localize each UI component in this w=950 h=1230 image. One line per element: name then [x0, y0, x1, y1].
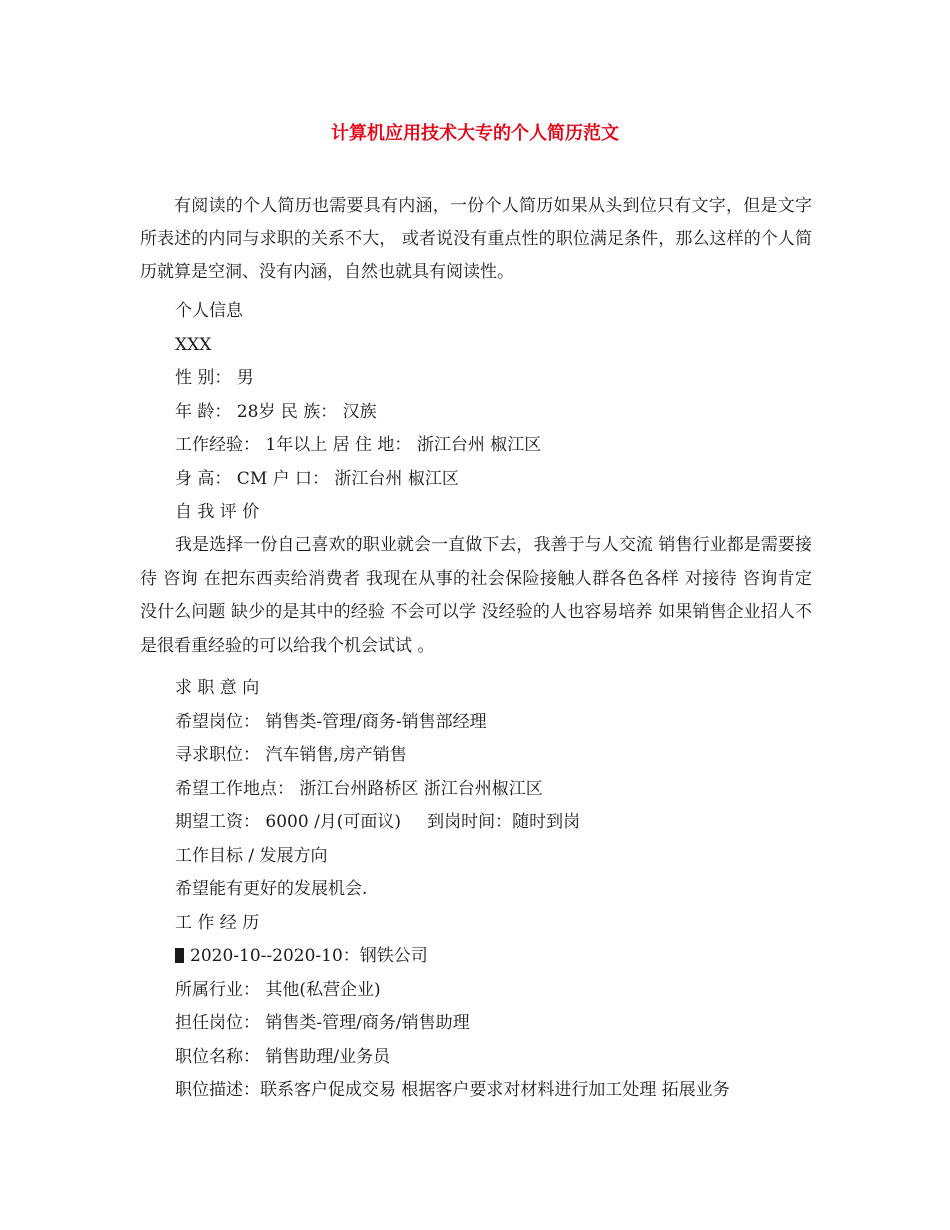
intention-experience-section: [175, 672, 815, 1108]
desired-location-line: 希望工作地点： 浙江台州路桥区 浙江台州椒江区: [175, 778, 543, 799]
age-ethnicity-line: 年 龄： 28岁 民 族： 汉族: [175, 401, 377, 422]
salary-arrival-line: [175, 806, 815, 840]
industry-line: 所属行业： 其他(私营企业): [175, 979, 381, 1000]
desired-position-line: 希望岗位： 销售类-管理/商务-销售部经理: [175, 711, 487, 732]
goal-line: 希望能有更好的发展机会.: [175, 879, 368, 899]
experience-period-text: 2020-10--2020-10：钢铁公司: [190, 946, 428, 966]
role-line: 担任岗位： 销售类-管理/商务/销售助理: [175, 1013, 470, 1033]
arrival-text: 到岗时间：随时到岗: [427, 812, 581, 832]
document-title: 计算机应用技术大专的个人简历范文: [331, 123, 619, 144]
self-eval-heading: 自 我 评 价: [175, 502, 260, 522]
height-hukou-line: 身 高： CM 户 口： 浙江台州 椒江区: [175, 468, 459, 489]
job-description-line: 职位描述：联系客户促成交易 根据客户要求对材料进行加工处理 拓展业务: [175, 1080, 730, 1100]
goal-heading: 工作目标 / 发展方向: [175, 845, 328, 866]
experience-period-line: [175, 940, 815, 974]
self-eval-paragraph: 我是选择一份自己喜欢的职业就会一直做下去，我善于与人交流 销售行业都是需要接待 咨询 在把东西卖给消费者 我现在从事的社会保险接触人群各色各样 对接待 咨询肯定没什么问题 缺少的是其中的经验 不会可以学 没经验的人也容易培养 如果销售企业招人不是很看重经验的可以给我个机会试试 。: [140, 535, 812, 656]
intention-heading: 求 职 意 向: [175, 678, 260, 698]
name-line: XXX: [175, 334, 212, 355]
bullet-square-icon: [175, 948, 184, 963]
experience-residence-line: 工作经验： 1年以上 居 住 地： 浙江台州 椒江区: [175, 435, 542, 455]
personal-info-section: [175, 295, 815, 530]
salary-text: 期望工资： 6000 /月(可面议): [175, 812, 402, 832]
personal-info-heading: 个人信息: [175, 301, 243, 321]
gender-line: 性 别： 男: [175, 368, 254, 388]
intro-paragraph: 有阅读的个人简历也需要具有内涵，一份个人简历如果从头到位只有文字，但是文字所表述的内同与求职的关系不大， 或者说没有重点性的职位满足条件，那么这样的个人简历就算是空洞、没有内涵，自然也就具有阅读性。: [140, 196, 812, 282]
experience-heading: 工 作 经 历: [175, 912, 260, 933]
job-title-line: 职位名称： 销售助理/业务员: [175, 1046, 391, 1067]
seeking-position-line: 寻求职位： 汽车销售,房产销售: [175, 745, 407, 765]
